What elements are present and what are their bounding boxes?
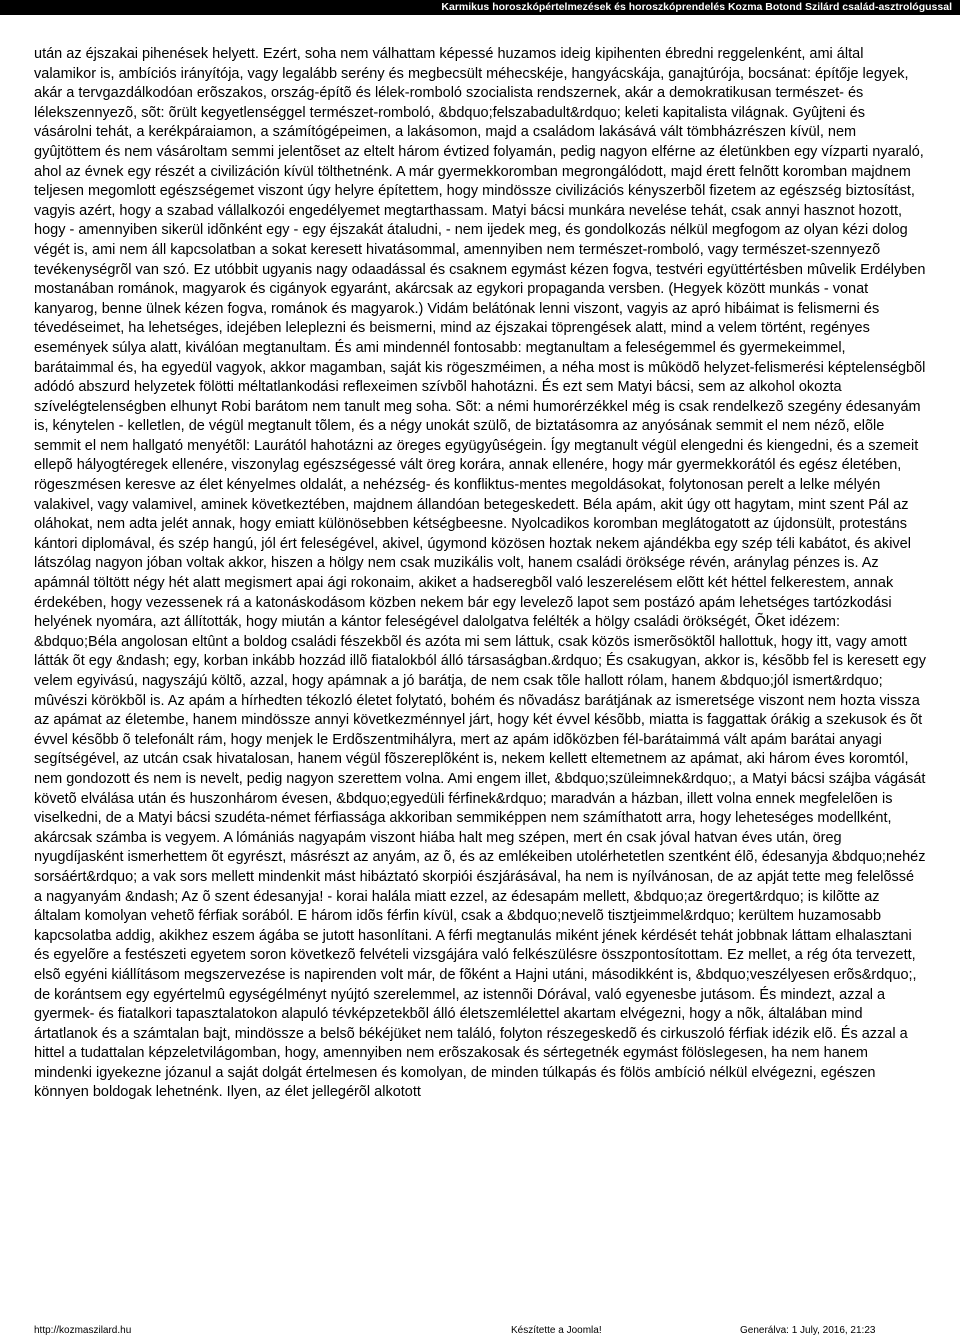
page-footer: [34, 1325, 926, 1337]
site-title: Karmikus horoszkópértelmezések és horoszkóprendelés Kozma Botond Szilárd család-asztrológussal: [441, 1, 952, 13]
footer-generated-date: Generálva: 1 July, 2016, 21:23: [740, 1325, 876, 1336]
article-paragraph: után az éjszakai pihenések helyett. Ezért, soha nem válhattam képessé huzamos ideig kipihenten ébredni reggelenként, ami által valamikor is, ambíciós irányítója, vagy legalább serény és megbecsült méhecskéje, hangyácskája, ganajtúrója, bocsánat: építője legyek, akár a tervgazdálkodóan erõszakos, ország-építõ és lélek-romboló szocialista rendszernek, akár a demokratikusan természet- és lélekszennyezõ, sõt: õrült kegyetlenséggel természet-romboló, &bdquo;felszabadult&rdquo; keleti kapitalista világnak. Gyûjteni és vásárolni tehát, a kerékpáraiamon, a számítógépeimen, a lakásomon, majd a családom lakásává vált tömbházrészen kívül, nem gyûjtöttem és nem vásároltam semmi jelentõset az eltelt három évtized folyamán, pedig nagyon elférne az életünkben egy vízparti nyaraló, ahol az évnek egy részét a civilizáción kívül tölthetnénk. A már gyermekkoromban megrongálódott, majd érett felnõtt koromban majdnem teljesen megomlott egészségemet viszont úgy helyre építettem, hogy mindössze civilizációs kényszerbõl fizetem az egészség biztosítást, vagyis azért, hogy a szabad vállalkozói engedélyemet megtarthassam. Matyi bácsi munkára nevelése tehát, csak annyi hasznot hozott, hogy - amennyiben sikerül idõnként egy - egy éjszakát átaludni, - nem ijedek meg, és gondolkozás nélkül megfogom az olyan kézi dolog végét is, ami nem áll kapcsolatban a sokat keresett hivatásommal, amennyiben nem természet-romboló, vagy természet-szennyezõ tevékenységrõl van szó. Ez utóbbit ugyanis nagy odaadással és csaknem egymást kézen fogva, testvéri együttértésben mûvelik Erdélyben mostanában románok, magyarok és cigányok egyaránt, akárcsak az egykori propaganda versben. (Hegyek között munkás - vonat kanyarog, benne ülnek kézen fogva, románok és magyarok.) Vidám belátónak lenni viszont, vagyis az apró hibáimat is felismerni és tévedéseimet, ha lehetséges, idejében leleplezni és beismerni, mind az éjszakai töprengések alatt, mind a velem történt, regényes események súlya alatt, kiválóan megtanultam. És ami mindennél fontosabb: megtanultam a feleségemmel és gyermekeimmel, barátaimmal és, ha egyedül vagyok, akkor magamban, saját kis rögeszméimen, a néha most is mûködõ helyzet-felismerési képtelenségbõl adódó abszurd helyzetek fölötti méltatlankodási reflexeimen szívbõl hahotázni. És ezt sem Matyi bácsi, sem az alkohol okozta szívelégtelenségben elhunyt Robi barátom nem tanult meg soha. Sõt: a némi humorérzékkel még is csak rendelkezõ szegény édesanyám is, kénytelen - kelletlen, de végül megtanult tõlem, és a négy unokát szülõ, de biztatásomra az anyósának semmit el nem nézõ, elõle semmit el nem hallgató menyétõl: Laurától hahotázni az öreges együgyûségein. Így megtanult végül elengedni és kiengedni, és a szemeit ellepõ hályogtéregek ellenére, viszonylag egészségessé vált öreg korára, annak ellenére, hogy már gyermekkorától és egész életében, rögeszmésen keresve az élet kényelmes oldalát, a nehézség- és konfliktus-mentes megoldásokat, folytonosan perelt a lelke mélyén valakivel, vagy valamivel, aminek következtében, majdnem állandóan betegeskedett. Béla apám, akit úgy ott hagytam, mint szent Pál az oláhokat, nem adta jelét annak, hogy emiatt különösebben kétségbeesne. Nyolcadikos koromban meglátogatott az újdonsült, protestáns kántori diplomával, és szép hangú, jól ért feleségével, akivel, úgymond közösen hoztak nekem ajándékba egy szép téli kabátot, és akivel látszólag nagyon jóban voltak akkor, hiszen a hölgy nem csak muzikális volt, hanem családi öröksége révén, aránylag pénzes is. Az apámnál töltött négy hét alatt megismert apai ági rokonaim, akiket a hadseregbõl való leszerelésem elõtt két héttel felkerestem, annak érdekében, hogy vezessenek rá a katonáskodásom közben nekem bár egy levelezõ lapot sem postázó apám lehetséges tartózkodási helyének nyomára, azt állították, hogy miután a kántor feleségével dalolgatva felélték a hölgy családi örökségét, Õket idézem: &bdquo;Béla angolosan eltûnt a boldog családi fészekbõl és azóta mi sem láttuk, csak közös ismerõsöktõl hallottuk, hogy itt, vagy amott látták õt egy &ndash; egy, korban inkább hozzád illõ fiatalokból álló társaságban.&rdquo; És csakugyan, akkor is, késõbb fel is keresett egy velem egyivású, nagyszájú költõ, azzal, hogy apámnak a jó barátja, de nem csak tõle hallott rólam, hanem &bdquo;jól ismert&rdquo; mûvészi körökbõl is. Az apám a hírhedten tékozló életet folytató, bohém és nõvadász barátjának az ismeretsége viszont nem hozta vissza az apámat az életembe, hanem mindössze annyi következménnyel járt, hogy két évvel késõbb, miatta is faggattak órákig a szekusok és õt évvel késõbb õ telefonált rám, hogy menjek le Erdõszentmihályra, mert az apám idõközben fél-barátaimmá vált apám barátai anyagi segítségével, az utcán csak hivatalosan, hanem végül fõszereplõként is, nekem kellett eltemetnem az apámat, aki három éves koromtól, nem gondozott és nem is nevelt, pedig nagyon szerettem volna. Ami engem illet, &bdquo;szüleimnek&rdquo;, a Matyi bácsi szájba vágását követõ elválása után és huszonhárom évesen, &bdquo;egyedüli férfinek&rdquo; maradván a házban, illett volna ennek megfelelõen is viselkedni, de a Matyi bácsi szudéta-német férfiassága akkoriban semmiképpen nem számíthatott arra, hogy leheteséges modellként, akárcsak számba is vegyem. A lómániás nagyapám viszont hiába halt meg szépen, mert én csak jóval hatvan éves után, öreg nyugdíjasként ismerhettem õt egyrészt, másrészt az anyám, az õ, és az emlékeiben utolérhetetlen szentként élõ, édesanyja &bdquo;nehéz sorsáért&rdquo; a vak sors mellett mindenkit mást hibáztató skorpiói észjárásával, ha nem is nyílvánosan, de az apját tette meg felelõssé a nagyanyám &ndash; Az õ szent édesanyja! - korai halála miatt ezzel, az édesapám mellett, &bdquo;az öregert&rdquo; is kilõtte az általam komolyan vehetõ férfiak sorából. E három idõs férfin kívül, csak a &bdquo;nevelõ tisztjeimmel&rdquo; kerültem huzamosabb kapcsolatba addig, akikhez eszem ágába se jutott hasonlítani. A férfi megtanulás miként jének kérdését tehát jobbnak láttam elhalasztani és egyelõre a festészeti egyetem soron következõ felvételi vizsgájára való felkészülésre összpontosítottam. Ez mellet, a rég óta tervezett, elsõ egyéni kiállításom megszervezése is napirenden volt már, de fõként a Hajni utáni, másodikként is, &bdquo;veszélyesen erõs&rdquo;, de korántsem egy egyértelmû egységélményt nyújtó szerelemmel, az istennõi Dórával, való egyenesbe jutásom. És mindezt, azzal a gyermek- és fiatalkori tapasztalatokon alapuló tévképzetekbõl álló életszemlélettel akartam elvégezni, hogy a nõk, általában mind ártatlanok és a számtalan bajt, mindössze a belsõ békéjüket nem találó, folyton részegeskedõ és cirkuszoló férfiak idézik elõ. És azzal a hittel a tudattalan képzeletvilágomban, hogy, amennyiben nem erõszakosak és sértegetnék egymást fölöslegesen, ha nem hanem mindenki igyekezne józanul a saját dolgát értelmesen és komolyan, de minden túlkapás és fölös ambíció nélkül elvégezni, egészen könnyen boldogak lehetnénk. Ilyen, az élet jellegérõl alkotott: [34, 46, 926, 1101]
footer-site-url-link[interactable]: http://kozmaszilard.hu: [34, 1325, 132, 1336]
article-body: [34, 45, 926, 1103]
footer-created-with: Készítette a Joomla!: [511, 1325, 602, 1336]
header-bar: [0, 0, 960, 15]
